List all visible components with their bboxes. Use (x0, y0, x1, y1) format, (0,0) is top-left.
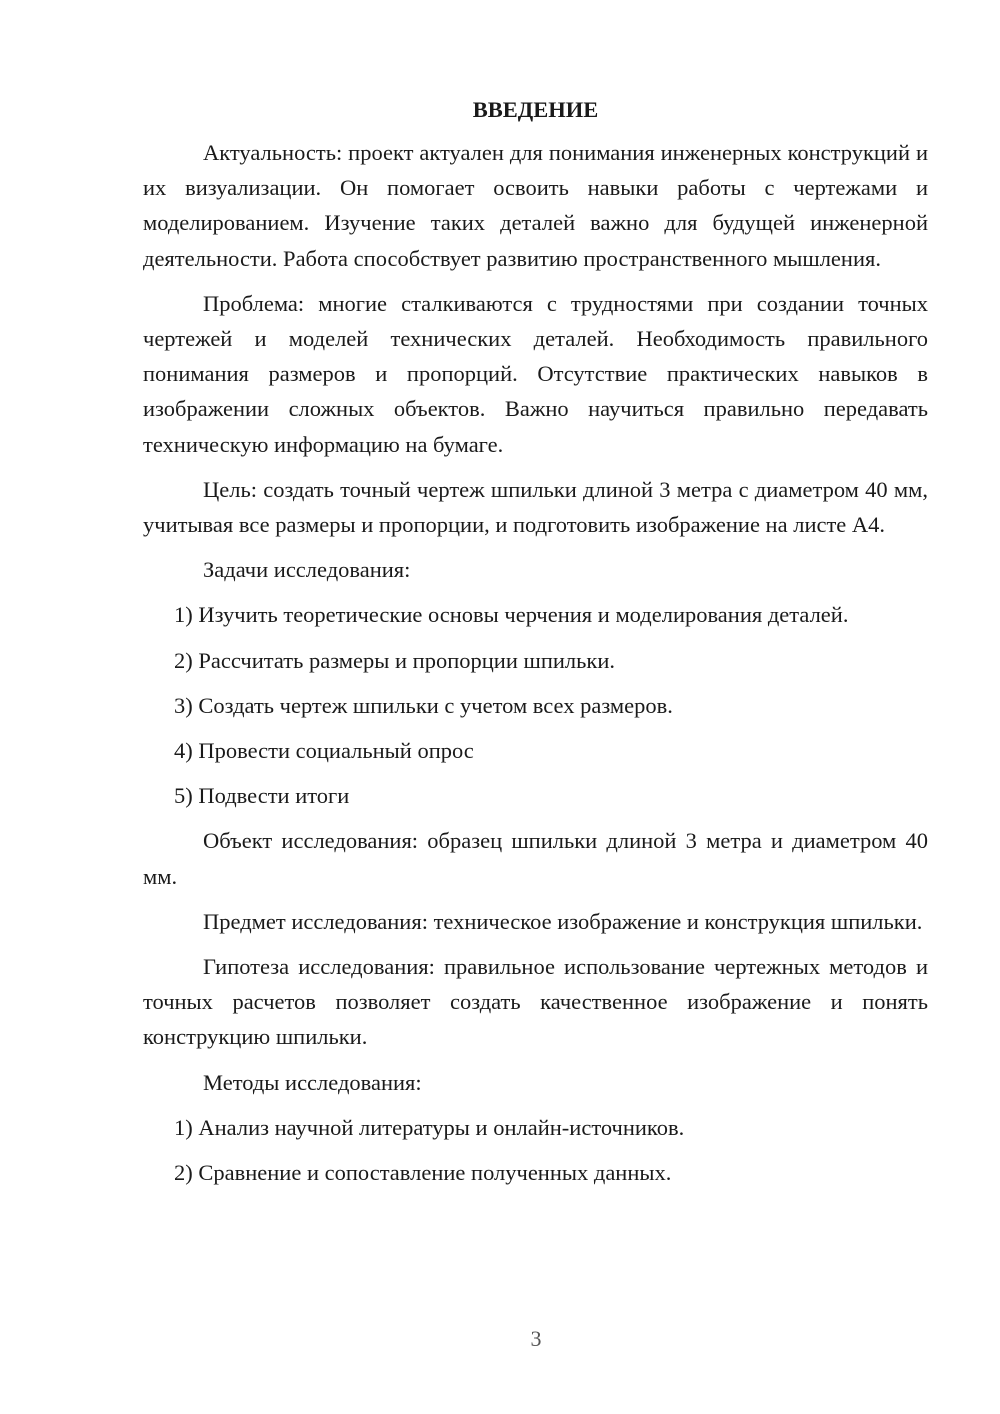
paragraph-hypothesis: Гипотеза исследования: правильное использование чертежных методов и точных расчетов позволяет создать качественное изображение и понять конструкцию шпильки. (143, 954, 928, 1050)
page-number: 3 (530, 1326, 542, 1351)
task-item: 2) Рассчитать размеры и пропорции шпильки. (174, 647, 615, 673)
paragraph-subject: Предмет исследования: техническое изображение и конструкция шпильки. (203, 908, 923, 934)
paragraph-goal: Цель: создать точный чертеж шпильки длиной 3 метра с диаметром 40 мм, учитывая все размеры и пропорции, и подготовить изображение на листе А4. (143, 476, 928, 538)
task-item: 3) Создать чертеж шпильки с учетом всех размеров. (174, 692, 673, 718)
task-item: 4) Провести социальный опрос (174, 738, 474, 764)
section-title: ВВЕДЕНИЕ (472, 97, 599, 122)
method-item: 2) Сравнение и сопоставление полученных данных. (174, 1160, 672, 1186)
methods-heading: Методы исследования: (203, 1069, 422, 1095)
paragraph-relevance: Актуальность: проект актуален для понимания инженерных конструкций и их визуализации. Он помогает освоить навыки работы с чертежами и моделированием. Изучение таких деталей важно для будущей инженерной деятельности. Работа способствует развитию пространственного мышления. (143, 140, 928, 271)
task-item: 5) Подвести итоги (174, 783, 350, 809)
task-item: 1) Изучить теоретические основы черчения и моделирования деталей. (174, 602, 849, 628)
page-content (143, 92, 928, 1200)
method-item: 1) Анализ научной литературы и онлайн-источников. (174, 1114, 685, 1140)
tasks-heading: Задачи исследования: (203, 557, 411, 583)
paragraph-object: Объект исследования: образец шпильки длиной 3 метра и диаметром 40 мм. (143, 828, 928, 889)
paragraph-problem: Проблема: многие сталкиваются с трудностями при создании точных чертежей и моделей технических деталей. Необходимость правильного понимания размеров и пропорций. Отсутствие практических навыков в изображении сложных объектов. Важно научиться правильно передавать техническую информацию на бумаге. (143, 290, 928, 457)
